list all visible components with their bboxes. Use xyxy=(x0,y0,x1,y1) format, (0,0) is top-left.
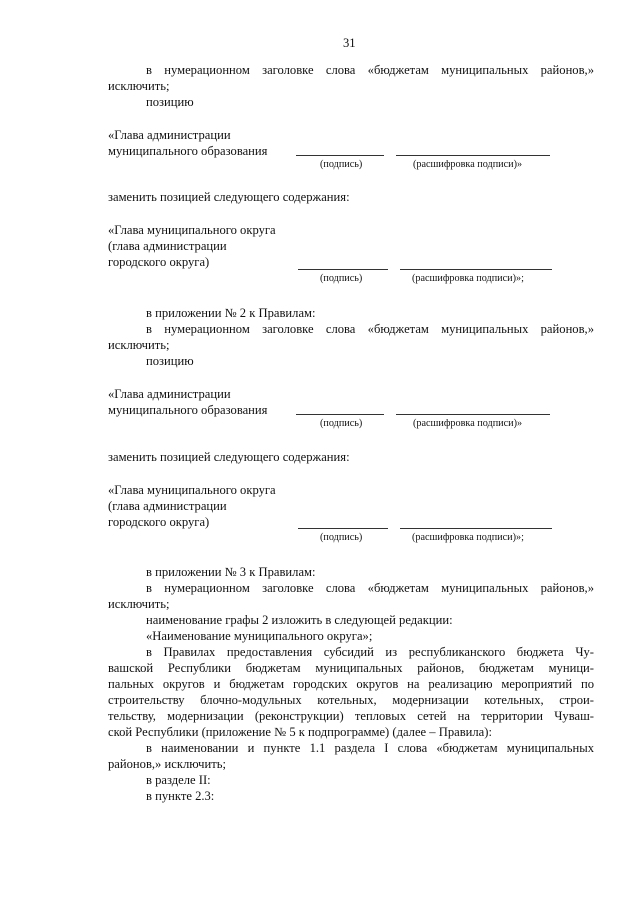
signature-block-title: городского округа) xyxy=(108,255,210,269)
signature-block-title: городского округа) xyxy=(108,515,210,529)
paragraph-line: строительству блочно-модульных котельных, модернизации котельных, строи- xyxy=(108,693,594,707)
signature-block-title: «Глава муниципального округа xyxy=(108,223,276,237)
signature-decode-line xyxy=(400,269,552,270)
paragraph-line: наименование графы 2 изложить в следующей редакции: xyxy=(146,613,453,627)
signature-block-title: (глава администрации xyxy=(108,499,227,513)
signature-decode-label: (расшифровка подписи)» xyxy=(413,418,523,429)
paragraph-line: ской Республики (приложение № 5 к подпрограмме) (далее – Правила): xyxy=(108,725,492,739)
paragraph-line: вашской Республики бюджетам муниципальных районов, бюджетам муници- xyxy=(108,661,594,675)
signature-label: (подпись) xyxy=(320,418,363,429)
paragraph-line: в нумерационном заголовке слова «бюджетам муниципальных районов,» xyxy=(146,63,594,77)
signature-block-title: (глава администрации xyxy=(108,239,227,253)
paragraph-line: заменить позицией следующего содержания: xyxy=(108,450,350,464)
signature-block-title: «Глава муниципального округа xyxy=(108,483,276,497)
signature-block-title: «Глава администрации xyxy=(108,387,231,401)
signature-block-title: муниципального образования xyxy=(108,144,268,158)
paragraph-line: исключить; xyxy=(108,79,170,93)
page-number: 31 xyxy=(343,36,356,50)
paragraph-line: в Правилах предоставления субсидий из республиканского бюджета Чу- xyxy=(146,645,594,659)
signature-decode-label: (расшифровка подписи)»; xyxy=(412,532,524,543)
signature-line xyxy=(298,528,388,529)
paragraph-line: в наименовании и пункте 1.1 раздела I слова «бюджетам муниципальных xyxy=(146,741,594,755)
paragraph-line: позицию xyxy=(146,95,194,109)
section-heading: в приложении № 2 к Правилам: xyxy=(146,306,316,320)
signature-line xyxy=(298,269,388,270)
paragraph-line: позицию xyxy=(146,354,194,368)
signature-block-title: муниципального образования xyxy=(108,403,268,417)
signature-decode-line xyxy=(400,528,552,529)
signature-line xyxy=(296,155,384,156)
signature-label: (подпись) xyxy=(320,273,363,284)
signature-label: (подпись) xyxy=(320,159,363,170)
signature-decode-label: (расшифровка подписи)» xyxy=(413,159,523,170)
signature-line xyxy=(296,414,384,415)
paragraph-line: в пункте 2.3: xyxy=(146,789,215,803)
signature-decode-label: (расшифровка подписи)»; xyxy=(412,273,524,284)
paragraph-line: исключить; xyxy=(108,597,170,611)
paragraph-line: «Наименование муниципального округа»; xyxy=(146,629,373,643)
paragraph-line: в нумерационном заголовке слова «бюджетам муниципальных районов,» xyxy=(146,581,594,595)
paragraph-line: в разделе II: xyxy=(146,773,211,787)
signature-block-title: «Глава администрации xyxy=(108,128,231,142)
paragraph-line: в нумерационном заголовке слова «бюджетам муниципальных районов,» xyxy=(146,322,594,336)
paragraph-line: пальных округов и бюджетам городских округов на реализацию мероприятий по xyxy=(108,677,594,691)
signature-label: (подпись) xyxy=(320,532,363,543)
paragraph-line: районов,» исключить; xyxy=(108,757,226,771)
signature-decode-line xyxy=(396,414,550,415)
paragraph-line: тельству, модернизации (реконструкции) тепловых сетей на территории Чуваш- xyxy=(108,709,594,723)
paragraph-line: исключить; xyxy=(108,338,170,352)
section-heading: в приложении № 3 к Правилам: xyxy=(146,565,316,579)
signature-decode-line xyxy=(396,155,550,156)
paragraph-line: заменить позицией следующего содержания: xyxy=(108,190,350,204)
